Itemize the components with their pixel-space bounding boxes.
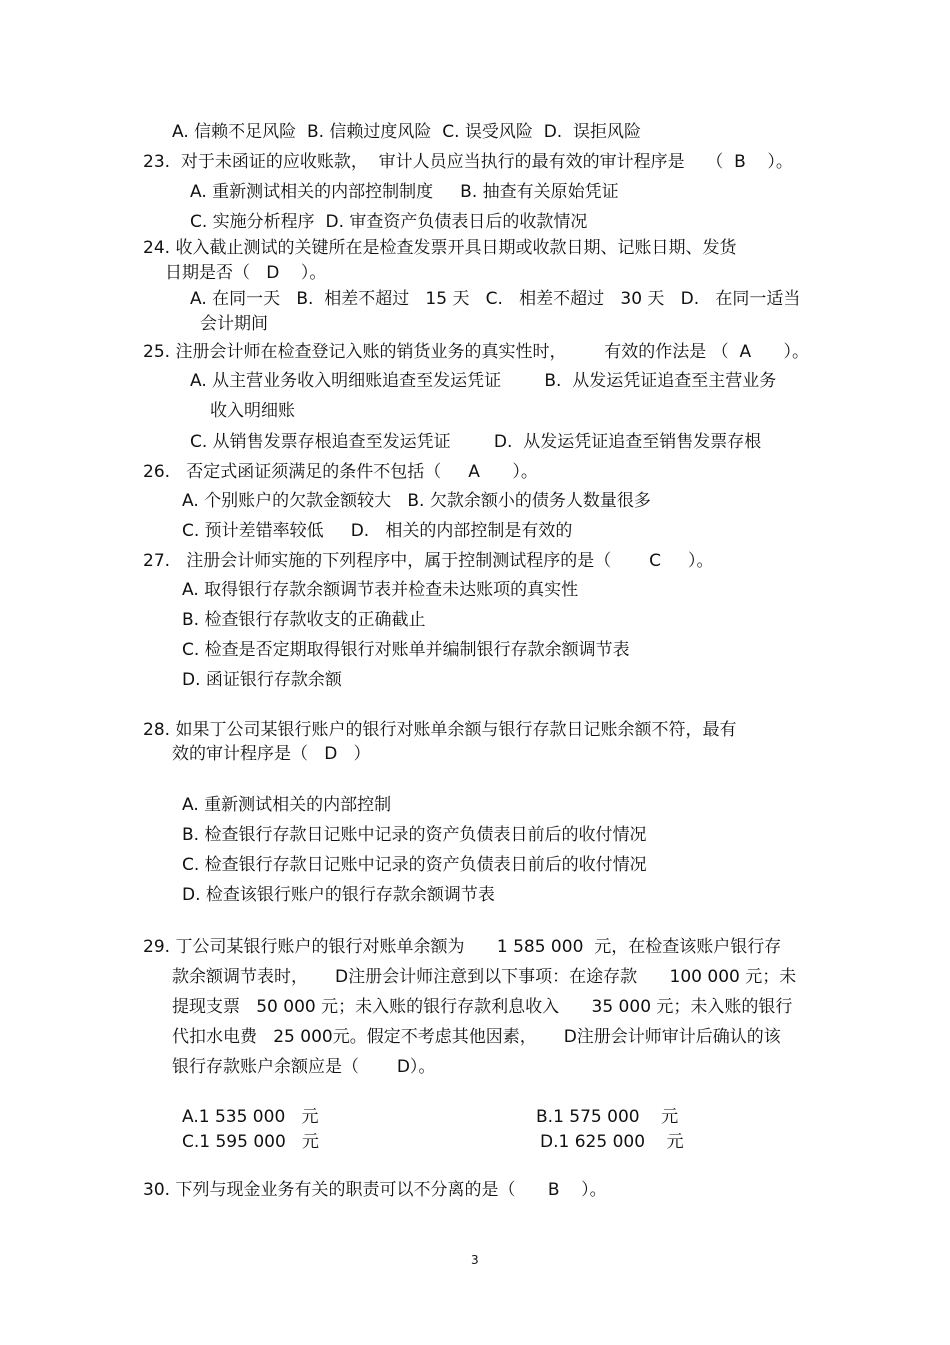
q24-options-line1: A. 在同一天 B. 相差不超过 15 天 C. 相差不超过 30 天 D. 在同一适当 xyxy=(190,289,801,309)
q26-options-cd: C. 预计差错率较低 D. 相关的内部控制是有效的 xyxy=(182,521,573,541)
q29-option-b: B.1 575 000 元 xyxy=(536,1107,679,1127)
q28-option-a: A. 重新测试相关的内部控制 xyxy=(182,795,392,815)
q28-stem-line1: 28. 如果丁公司某银行账户的银行对账单余额与银行存款日记账余额不符，最有 xyxy=(143,720,737,740)
q29-stem-line1: 29. 丁公司某银行账户的银行对账单余额为 1 585 000 元，在检查该账户银行存 xyxy=(143,937,782,957)
q28-stem-line2: 效的审计程序是（ D ） xyxy=(172,744,371,764)
q29-option-a: A.1 535 000 元 xyxy=(182,1107,319,1127)
q29-stem-line5: 银行存款账户余额应是（ D）。 xyxy=(172,1057,436,1077)
q27-stem: 27. 注册会计师实施的下列程序中，属于控制测试程序的是（ C ）。 xyxy=(143,551,714,571)
q26-options-ab: A. 个别账户的欠款金额较大 B. 欠款余额小的债务人数量很多 xyxy=(182,491,651,511)
q28-option-c: C. 检查银行存款日记账中记录的资产负债表日前后的收付情况 xyxy=(182,855,647,875)
q24-stem-line2: 日期是否（ D ）。 xyxy=(165,263,327,283)
q28-option-d: D. 检查该银行账户的银行存款余额调节表 xyxy=(182,885,495,905)
q29-option-d: D.1 625 000 元 xyxy=(540,1132,684,1152)
q27-option-a: A. 取得银行存款余额调节表并检查未达账项的真实性 xyxy=(182,580,579,600)
q29-stem-line2: 款余额调节表时， D注册会计师注意到以下事项：在途存款 100 000 元；未 xyxy=(172,967,797,987)
q24-options-line2: 会计期间 xyxy=(200,314,268,334)
q23-options-cd: C. 实施分析程序 D. 审查资产负债表日后的收款情况 xyxy=(190,212,588,232)
q29-option-c: C.1 595 000 元 xyxy=(182,1132,320,1152)
page-number: 3 xyxy=(471,1253,479,1267)
q27-option-b: B. 检查银行存款收支的正确截止 xyxy=(182,610,426,630)
q25-stem: 25. 注册会计师在检查登记入账的销货业务的真实性时， 有效的作法是 （ A ）。 xyxy=(143,342,810,362)
q30-stem: 30. 下列与现金业务有关的职责可以不分离的是（ B ）。 xyxy=(143,1180,607,1200)
q25-options-b-cont: 收入明细账 xyxy=(210,401,295,421)
q25-options-ab: A. 从主营业务收入明细账追查至发运凭证 B. 从发运凭证追查至主营业务 xyxy=(190,371,777,391)
q27-option-d: D. 函证银行存款余额 xyxy=(182,670,342,690)
q22-options: A. 信赖不足风险 B. 信赖过度风险 C. 误受风险 D. 误拒风险 xyxy=(172,122,642,142)
q29-stem-line4: 代扣水电费 25 000元。假定不考虑其他因素， D注册会计师审计后确认的该 xyxy=(172,1027,781,1047)
q29-stem-line3: 提现支票 50 000 元；未入账的银行存款利息收入 35 000 元；未入账的银行 xyxy=(172,997,793,1017)
q23-options-ab: A. 重新测试相关的内部控制制度 B. 抽查有关原始凭证 xyxy=(190,182,619,202)
q25-options-cd: C. 从销售发票存根追查至发运凭证 D. 从发运凭证追查至销售发票存根 xyxy=(190,432,762,452)
q24-stem-line1: 24. 收入截止测试的关键所在是检查发票开具日期或收款日期、记账日期、发货 xyxy=(143,238,737,258)
q23-stem: 23. 对于未函证的应收账款， 审计人员应当执行的最有效的审计程序是 （ B ）。 xyxy=(143,152,793,172)
q28-option-b: B. 检查银行存款日记账中记录的资产负债表日前后的收付情况 xyxy=(182,825,647,845)
q27-option-c: C. 检查是否定期取得银行对账单并编制银行存款余额调节表 xyxy=(182,640,630,660)
q26-stem: 26. 否定式函证须满足的条件不包括（ A ）。 xyxy=(143,462,538,482)
